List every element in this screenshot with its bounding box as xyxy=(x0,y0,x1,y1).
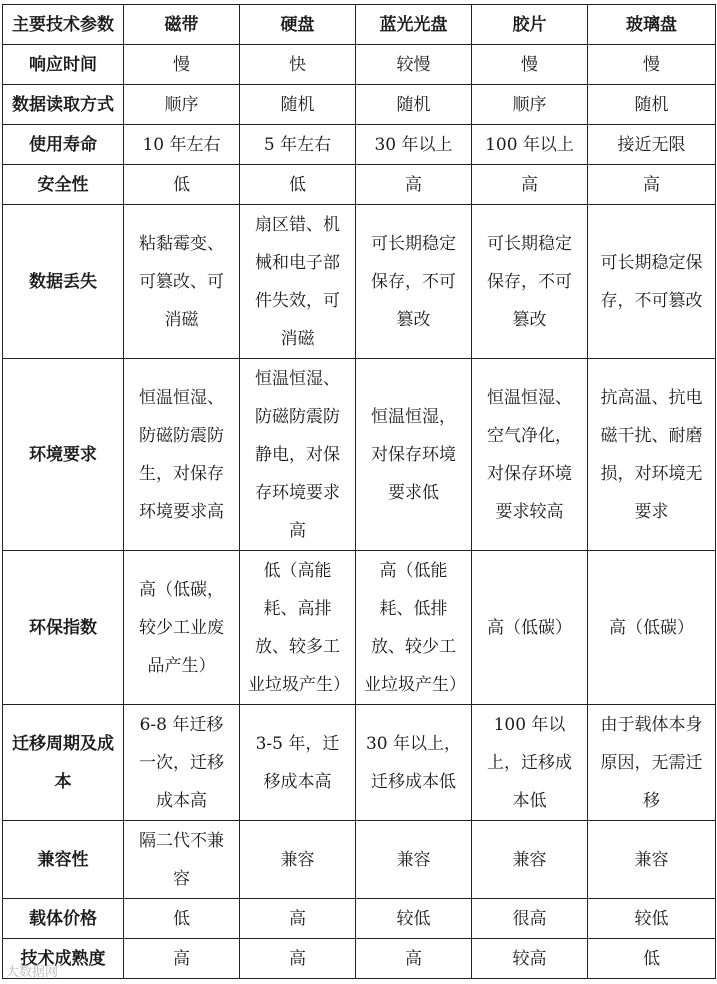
table-cell: 较低 xyxy=(356,899,472,939)
table-cell: 可长期稳定保存，不可篡改 xyxy=(472,205,588,359)
table-cell: 高（低碳，较少工业废品产生） xyxy=(124,551,240,705)
row-label: 数据读取方式 xyxy=(3,85,124,125)
header-cell-tape: 磁带 xyxy=(124,5,240,45)
table-cell: 顺序 xyxy=(472,85,588,125)
table-cell: 恒温恒湿，对保存环境要求低 xyxy=(356,359,472,551)
table-cell: 接近无限 xyxy=(588,125,716,165)
table-cell: 3-5 年，迁移成本高 xyxy=(240,705,356,821)
table-cell: 兼容 xyxy=(240,821,356,899)
row-label: 安全性 xyxy=(3,165,124,205)
table-cell: 高 xyxy=(588,165,716,205)
table-row xyxy=(3,85,716,125)
table-cell: 低 xyxy=(124,899,240,939)
table-cell: 由于载体本身原因，无需迁移 xyxy=(588,705,716,821)
table-row xyxy=(3,899,716,939)
table-cell: 隔二代不兼容 xyxy=(124,821,240,899)
row-label: 数据丢失 xyxy=(3,205,124,359)
table-cell: 高（低碳） xyxy=(472,551,588,705)
table-cell: 恒温恒湿、防磁防震防生，对保存环境要求高 xyxy=(124,359,240,551)
table-row xyxy=(3,551,716,705)
row-label: 使用寿命 xyxy=(3,125,124,165)
table-cell: 兼容 xyxy=(356,821,472,899)
row-label: 兼容性 xyxy=(3,821,124,899)
table-cell: 慢 xyxy=(124,45,240,85)
table-cell: 低 xyxy=(588,939,716,979)
row-label: 载体价格 xyxy=(3,899,124,939)
row-label: 环境要求 xyxy=(3,359,124,551)
table-cell: 顺序 xyxy=(124,85,240,125)
table-cell: 高 xyxy=(240,939,356,979)
table-cell: 100 年以上，迁移成本低 xyxy=(472,705,588,821)
table-cell: 随机 xyxy=(588,85,716,125)
table-cell: 抗高温、抗电磁干扰、耐磨损，对环境无要求 xyxy=(588,359,716,551)
table-cell: 高 xyxy=(472,165,588,205)
header-row xyxy=(3,5,716,45)
row-label: 环保指数 xyxy=(3,551,124,705)
table-cell: 恒温恒湿、空气净化，对保存环境要求较高 xyxy=(472,359,588,551)
header-cell-film: 胶片 xyxy=(472,5,588,45)
table-row xyxy=(3,705,716,821)
table-cell: 高（低能耗、低排放、较少工业垃圾产生） xyxy=(356,551,472,705)
table-row xyxy=(3,821,716,899)
table-cell: 100 年以上 xyxy=(472,125,588,165)
table-row xyxy=(3,939,716,979)
table-cell: 兼容 xyxy=(588,821,716,899)
row-label: 迁移周期及成本 xyxy=(3,705,124,821)
table-row xyxy=(3,205,716,359)
table-cell: 慢 xyxy=(588,45,716,85)
table-cell: 高 xyxy=(356,939,472,979)
header-cell-hdd: 硬盘 xyxy=(240,5,356,45)
table-cell: 较慢 xyxy=(356,45,472,85)
table-cell: 兼容 xyxy=(472,821,588,899)
table-cell: 高 xyxy=(356,165,472,205)
table-cell: 较低 xyxy=(588,899,716,939)
table-cell: 扇区错、机械和电子部件失效，可消磁 xyxy=(240,205,356,359)
table-cell: 低 xyxy=(240,165,356,205)
table-cell: 慢 xyxy=(472,45,588,85)
table-cell: 低 xyxy=(124,165,240,205)
table-cell: 30 年以上 xyxy=(356,125,472,165)
row-label: 响应时间 xyxy=(3,45,124,85)
table-cell: 快 xyxy=(240,45,356,85)
header-cell-glass: 玻璃盘 xyxy=(588,5,716,45)
row-label: 技术成熟度 xyxy=(3,939,124,979)
table-cell: 高 xyxy=(124,939,240,979)
header-cell-bluray: 蓝光光盘 xyxy=(356,5,472,45)
table-cell: 可长期稳定保存，不可篡改 xyxy=(588,205,716,359)
table-cell: 恒温恒湿、防磁防震防静电，对保存环境要求高 xyxy=(240,359,356,551)
table-cell: 低（高能耗、高排放、较多工业垃圾产生） xyxy=(240,551,356,705)
table-cell: 可长期稳定保存，不可篡改 xyxy=(356,205,472,359)
table-cell: 较高 xyxy=(472,939,588,979)
comparison-table xyxy=(2,4,716,979)
table-cell: 高（低碳） xyxy=(588,551,716,705)
table-cell: 粘黏霉变、可篡改、可消磁 xyxy=(124,205,240,359)
table-cell: 10 年左右 xyxy=(124,125,240,165)
header-cell-param: 主要技术参数 xyxy=(3,5,124,45)
table-row xyxy=(3,359,716,551)
table-cell: 6-8 年迁移一次，迁移成本高 xyxy=(124,705,240,821)
table-row xyxy=(3,125,716,165)
table-cell: 高 xyxy=(240,899,356,939)
table-row xyxy=(3,165,716,205)
table-row xyxy=(3,45,716,85)
table-cell: 很高 xyxy=(472,899,588,939)
watermark-text: 大数据网 xyxy=(6,965,59,980)
table-cell: 随机 xyxy=(240,85,356,125)
table-cell: 随机 xyxy=(356,85,472,125)
table-cell: 30 年以上，迁移成本低 xyxy=(356,705,472,821)
table-cell: 5 年左右 xyxy=(240,125,356,165)
